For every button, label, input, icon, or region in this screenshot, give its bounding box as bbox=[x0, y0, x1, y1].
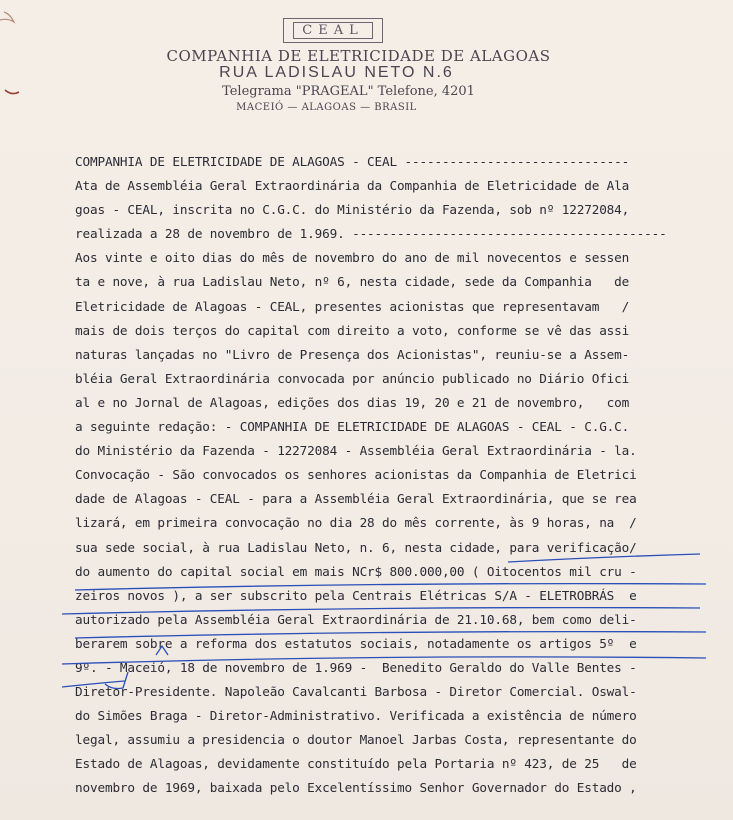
text-line: goas - CEAL, inscrita no C.G.C. do Ministério da Fazenda, sob nº 12272084, bbox=[75, 202, 630, 218]
text-line: lizará, em primeira convocação no dia 28 do mês corrente, às 9 horas, na / bbox=[75, 515, 637, 531]
text-line: Ata de Assembléia Geral Extraordinária da Companhia de Eletricidade de Ala bbox=[75, 178, 630, 194]
minutes-text-body bbox=[75, 150, 695, 801]
text-line: Eletricidade de Alagoas - CEAL, presentes acionistas que representavam / bbox=[75, 298, 630, 314]
company-logo-stamp bbox=[283, 18, 383, 43]
text-line: autorizado pela Assembléia Geral Extraordinária de 21.10.68, bem como deli- bbox=[75, 611, 637, 627]
text-line: COMPANHIA DE ELETRICIDADE DE ALAGOAS - CEAL ------------------------------ bbox=[75, 154, 630, 169]
text-line: mais de dois terços do capital com direito a voto, conforme se vê das assi bbox=[75, 322, 630, 338]
text-line: do Simões Braga - Diretor-Administrativo. Verificada a existência de número bbox=[75, 708, 637, 724]
letterhead-address: RUA LADISLAU NETO N.6 bbox=[219, 64, 454, 81]
text-line: sua sede social, à rua Ladislau Neto, n. 6, nesta cidade, para verificação/ bbox=[75, 539, 637, 555]
letterhead-telegram-phone: Telegrama "PRAGEAL" Telefone, 4201 bbox=[222, 84, 475, 99]
text-line: naturas lançadas no "Livro de Presença dos Acionistas", reuniu-se a Assem- bbox=[75, 346, 630, 362]
text-line: al e no Jornal de Alagoas, edições dos dias 19, 20 e 21 de novembro, com bbox=[75, 394, 630, 410]
letterhead-city: MACEIÓ — ALAGOAS — BRASIL bbox=[236, 102, 417, 113]
text-line: berarem sobre a reforma dos estatutos sociais, notadamente os artigos 5º e bbox=[75, 635, 637, 651]
text-line: a seguinte redação: - COMPANHIA DE ELETRICIDADE DE ALAGOAS - CEAL - C.G.C. bbox=[75, 419, 630, 435]
text-line: zeiros novos ), a ser subscrito pela Centrais Elétricas S/A - ELETROBRÁS e bbox=[75, 587, 637, 603]
text-line: do aumento do capital social em mais NCr$ 800.000,00 ( Oitocentos mil cru - bbox=[75, 563, 637, 579]
text-line: Diretor-Presidente. Napoleão Cavalcanti Barbosa - Diretor Comercial. Oswal- bbox=[75, 684, 637, 700]
text-line: ta e nove, à rua Ladislau Neto, nº 6, nesta cidade, sede da Companhia de bbox=[75, 274, 630, 290]
text-line: do Ministério da Fazenda - 12272084 - Assembléia Geral Extraordinária - la. bbox=[75, 443, 637, 459]
text-line: novembro de 1969, baixada pelo Excelentíssimo Senhor Governador do Estado , bbox=[75, 780, 637, 796]
text-line: 9º. - Maceió, 18 de novembro de 1.969 - Benedito Geraldo do Valle Bentes - bbox=[75, 659, 637, 675]
text-line: bléia Geral Extraordinária convocada por anúncio publicado no Diário Ofici bbox=[75, 370, 630, 386]
logo-text: CEAL bbox=[293, 22, 372, 39]
text-line: Aos vinte e oito dias do mês de novembro do ano de mil novecentos e sessen bbox=[75, 250, 630, 266]
text-line: legal, assumiu a presidencia o doutor Manoel Jarbas Costa, representante do bbox=[75, 732, 637, 748]
corner-smudge bbox=[0, 8, 22, 30]
letterhead-company-name: COMPANHIA DE ELETRICIDADE DE ALAGOAS bbox=[166, 47, 551, 65]
text-line: Convocação - São convocados os senhores acionistas da Companhia de Eletrici bbox=[75, 467, 637, 483]
text-line: realizada a 28 de novembro de 1.969. ------------------------------------------ bbox=[75, 226, 667, 242]
text-line: dade de Alagoas - CEAL - para a Assembléia Geral Extraordinária, que se rea bbox=[75, 491, 637, 507]
text-line: Estado de Alagoas, devidamente constituído pela Portaria nº 423, de 25 de bbox=[75, 756, 637, 772]
